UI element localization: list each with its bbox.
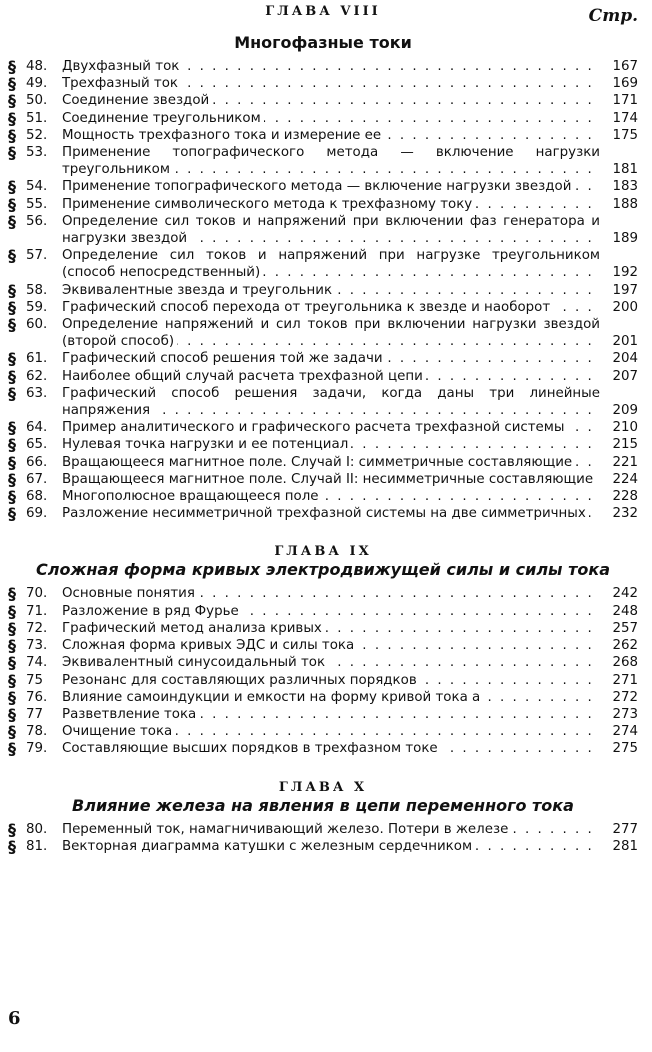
section-sign-icon: § (8, 819, 16, 839)
section-number: 80. (26, 821, 48, 837)
section-number: 61. (26, 351, 48, 367)
section-title: Графический способ решения той же задачи . . . (62, 350, 600, 367)
section-sign-icon: § (8, 836, 16, 856)
section-number: 64. (26, 420, 48, 436)
page-ref: 271 (600, 672, 638, 689)
section-number: 79. (26, 741, 48, 757)
section-sign-icon: § (8, 670, 16, 690)
page-ref: 175 (600, 127, 638, 144)
section-number: 77 (26, 706, 44, 722)
section-sign-icon: § (8, 280, 16, 300)
section-title: Основные понятия . . . (62, 585, 600, 602)
section-sign-icon: § (8, 143, 16, 163)
section-sign-icon: § (8, 297, 16, 317)
toc-entry (8, 127, 638, 144)
page-ref: 268 (600, 654, 638, 671)
section-title: Графический метод анализа кривых . . . (62, 620, 600, 637)
section-number: 78. (26, 724, 48, 740)
toc-entry (8, 672, 638, 689)
chapter-title: Влияние железа на явления в цепи переменного тока (72, 795, 574, 815)
section-number: 53. (26, 145, 48, 161)
section-number: 52. (26, 127, 48, 143)
section-title: Трехфазный ток . . . (62, 75, 600, 92)
section-number: 67. (26, 471, 48, 487)
section-sign-icon: § (8, 584, 16, 604)
section-title: Применение символического метода к трехфазному току . . . (62, 196, 600, 213)
section-title: Сложная форма кривых ЭДС и силы тока . . . (62, 637, 600, 654)
section-sign-icon: § (8, 194, 16, 214)
page-ref: 224 (600, 471, 638, 488)
page-ref: 275 (600, 740, 638, 757)
section-number: 56. (26, 213, 48, 229)
toc-entry (8, 488, 638, 505)
page-ref: 204 (600, 350, 638, 367)
page-number: 6 (8, 1008, 21, 1029)
section-number: 74. (26, 655, 48, 671)
toc-entry (8, 603, 638, 620)
section-sign-icon: § (8, 487, 16, 507)
section-number: 68. (26, 489, 48, 505)
page-ref: 242 (600, 585, 638, 602)
toc-entry (8, 654, 638, 671)
section-number: 65. (26, 437, 48, 453)
page-ref: 189 (600, 230, 638, 247)
section-number: 54. (26, 179, 48, 195)
toc-entry (8, 706, 638, 723)
section-title: Векторная диаграмма катушки с железным сердечником . . . (62, 838, 600, 855)
page-ref: 257 (600, 620, 638, 637)
page-ref: 201 (600, 333, 638, 350)
page-ref: 188 (600, 196, 638, 213)
page-ref: 281 (600, 838, 638, 855)
section-number: 70. (26, 586, 48, 602)
page-ref: 181 (600, 161, 638, 178)
section-title: Переменный ток, намагничивающий железо. Потери в железе . . . (62, 821, 600, 838)
toc-entry (8, 58, 638, 75)
section-title: Эквивалентные звезда и треугольник . . . (62, 282, 600, 299)
section-sign-icon: § (8, 687, 16, 707)
page-ref: 215 (600, 436, 638, 453)
toc-entry (8, 436, 638, 453)
section-sign-icon: § (8, 435, 16, 455)
section-title: Резонанс для составляющих различных порядков . . . (62, 672, 600, 689)
toc-entry (8, 620, 638, 637)
toc-entry (8, 316, 638, 350)
page-ref: 171 (600, 92, 638, 109)
section-sign-icon: § (8, 177, 16, 197)
section-sign-icon: § (8, 722, 16, 742)
chapter-8-header (8, 4, 638, 32)
section-title: Разложение несимметричной трехфазной системы на две симметричных . . . (62, 505, 600, 522)
section-sign-icon: § (8, 366, 16, 386)
section-sign-icon: § (8, 108, 16, 128)
chapter-title: Многофазные токи (234, 33, 412, 52)
toc-entry (8, 178, 638, 195)
section-title: Двухфазный ток . . . (62, 58, 600, 75)
section-number: 66. (26, 454, 48, 470)
page-ref: 197 (600, 282, 638, 299)
section-number: 72. (26, 620, 48, 636)
section-sign-icon: § (8, 246, 16, 266)
page-ref: 232 (600, 505, 638, 522)
page-ref: 169 (600, 75, 638, 92)
section-number: 59. (26, 299, 48, 315)
section-number: 71. (26, 603, 48, 619)
section-title: Определение напряжений и сил токов при включении нагрузки звездой (второй способ) . . . (62, 316, 600, 350)
section-sign-icon: § (8, 125, 16, 145)
section-title: Эквивалентный синусоидальный ток . . . (62, 654, 600, 671)
toc-entry (8, 419, 638, 436)
section-sign-icon: § (8, 315, 16, 335)
toc-entry (8, 75, 638, 92)
toc-entry (8, 471, 638, 488)
section-sign-icon: § (8, 91, 16, 111)
toc-entry (8, 585, 638, 602)
page-ref: 210 (600, 419, 638, 436)
section-title: Вращающееся магнитное поле. Случай II: несимметричные составляющие . . . (62, 471, 600, 488)
section-number: 75 (26, 672, 44, 688)
section-sign-icon: § (8, 349, 16, 369)
section-title: Очищение тока . . . (62, 723, 600, 740)
toc-entry (8, 92, 638, 109)
page-ref: 274 (600, 723, 638, 740)
section-number: 81. (26, 838, 48, 854)
section-number: 62. (26, 368, 48, 384)
toc-entry (8, 350, 638, 367)
page-ref: 272 (600, 689, 638, 706)
toc-entry (8, 368, 638, 385)
page-ref: 174 (600, 110, 638, 127)
toc-entry (8, 144, 638, 178)
section-title: Влияние самоиндукции и емкости на форму кривой тока a . . . (62, 689, 600, 706)
toc-entry (8, 723, 638, 740)
page-ref: 200 (600, 299, 638, 316)
section-sign-icon: § (8, 418, 16, 438)
toc-entry (8, 196, 638, 213)
section-number: 55. (26, 196, 48, 212)
toc-entry (8, 110, 638, 127)
page-ref: 167 (600, 58, 638, 75)
section-title: Нулевая точка нагрузки и ее потенциал . . . (62, 436, 600, 453)
page-ref: 192 (600, 264, 638, 281)
page-ref: 248 (600, 603, 638, 620)
chapter-label: ГЛАВА IX (274, 544, 372, 560)
page-ref: 207 (600, 368, 638, 385)
section-sign-icon: § (8, 739, 16, 759)
chapter-label: ГЛАВА VIII (265, 4, 381, 19)
section-sign-icon: § (8, 504, 16, 524)
section-sign-icon: § (8, 469, 16, 489)
section-title: Определение сил токов и напряжений при нагрузке треугольником (способ непосредственный) . . . (62, 247, 600, 281)
toc-list (8, 585, 638, 757)
toc-entry (8, 213, 638, 247)
toc-list (8, 58, 638, 522)
toc-entry (8, 821, 638, 838)
section-title: Графический способ перехода от треугольника к звезде и наоборот . . . (62, 299, 600, 316)
section-title: Пример аналитического и графического расчета трехфазной системы . . . (62, 419, 600, 436)
toc-entry (8, 299, 638, 316)
section-sign-icon: § (8, 57, 16, 76)
section-sign-icon: § (8, 636, 16, 656)
page-ref: 277 (600, 821, 638, 838)
section-number: 50. (26, 93, 48, 109)
toc-entry (8, 385, 638, 419)
page-ref: 209 (600, 402, 638, 419)
toc-entry (8, 689, 638, 706)
page-ref: 228 (600, 488, 638, 505)
section-title: Применение топографического метода — включение нагрузки звездой . . . (62, 178, 600, 195)
section-title: Составляющие высших порядков в трехфазном токе . . . (62, 740, 600, 757)
section-number: 51. (26, 110, 48, 126)
toc-entry (8, 454, 638, 471)
section-number: 58. (26, 282, 48, 298)
section-title: Графический способ решения задачи, когда даны три линейные напряжения . . . (62, 385, 600, 419)
section-title: Многополюсное вращающееся поле . . . (62, 488, 600, 505)
section-sign-icon: § (8, 74, 16, 94)
section-number: 73. (26, 638, 48, 654)
toc-entry (8, 740, 638, 757)
section-title: Определение сил токов и напряжений при включении фаз генератора и нагрузки звездой . . . (62, 213, 600, 247)
toc-entry (8, 505, 638, 522)
chapter-label: ГЛАВА X (278, 779, 368, 795)
toc-entry (8, 637, 638, 654)
section-number: 48. (26, 59, 48, 74)
section-title: Разветвление тока . . . (62, 706, 600, 723)
page-ref: 183 (600, 178, 638, 195)
section-sign-icon: § (8, 618, 16, 638)
section-sign-icon: § (8, 653, 16, 673)
toc-entry (8, 838, 638, 855)
page-column-label: Стр. (588, 6, 638, 26)
toc-entry (8, 282, 638, 299)
section-number: 57. (26, 248, 48, 264)
page-ref: 273 (600, 706, 638, 723)
page-ref: 221 (600, 454, 638, 471)
toc-list (8, 821, 638, 855)
section-title: Соединение звездой . . . (62, 92, 600, 109)
section-title: Вращающееся магнитное поле. Случай I: симметричные составляющие . . . (62, 454, 600, 471)
section-title: Разложение в ряд Фурье . . . (62, 603, 600, 620)
section-title: Применение топографического метода — включение нагрузки треугольником . . . (62, 144, 600, 178)
page-ref: 262 (600, 637, 638, 654)
section-sign-icon: § (8, 452, 16, 472)
section-number: 49. (26, 76, 48, 92)
toc-entry (8, 247, 638, 281)
section-number: 76. (26, 689, 48, 705)
section-number: 63. (26, 385, 48, 401)
section-sign-icon: § (8, 383, 16, 403)
section-sign-icon: § (8, 704, 16, 724)
section-sign-icon: § (8, 601, 16, 621)
chapter-title: Сложная форма кривых электродвижущей силы и силы тока (35, 560, 610, 580)
section-title: Наиболее общий случай расчета трехфазной цепи . . . (62, 368, 600, 385)
section-number: 60. (26, 317, 48, 333)
section-title: Соединение треугольником . . . (62, 110, 600, 127)
section-sign-icon: § (8, 211, 16, 231)
section-title: Мощность трехфазного тока и измерение ее . . . (62, 127, 600, 144)
section-number: 69. (26, 506, 48, 522)
